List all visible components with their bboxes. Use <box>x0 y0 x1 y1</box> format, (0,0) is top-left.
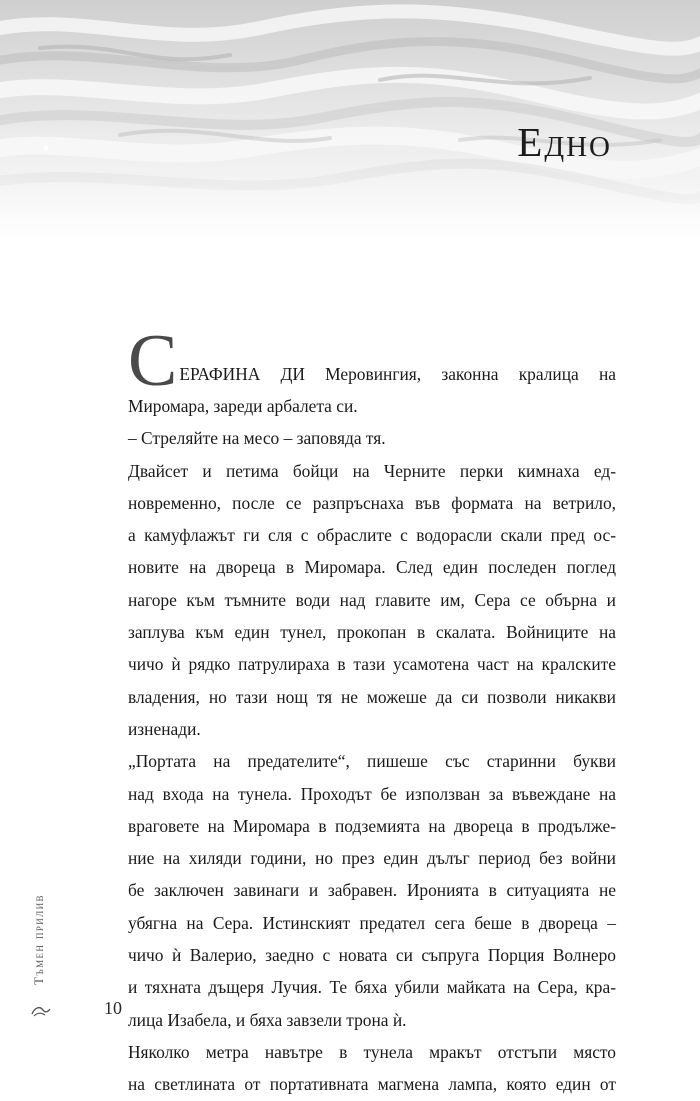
text-line: чичо ѝ рядко патрулираха в тази усамотена част на кралските <box>128 654 616 675</box>
text-line: Двайсет и петима бойци на Черните перки кимнаха ед- <box>128 460 616 481</box>
text-line: и тяхната дъщеря Лучия. Те бяха убили майката на Сера, кра- <box>128 977 616 998</box>
first-line <box>128 320 616 402</box>
text-line: на светлината от портативната магмена лампа, която един от <box>128 1074 616 1095</box>
text-line: Миромара, зареди арбалета си. <box>128 396 358 416</box>
wave-ornament-icon <box>30 1003 52 1019</box>
text-line: ние на хиляди години, но през един дълъг период без войни <box>128 848 616 869</box>
text-line: владения, но тази нощ тя не можеше да си позволи никакви <box>128 686 616 707</box>
text-line: „Портата на предателите“, пишеше със старинни букви <box>128 751 616 772</box>
text-line: над входа на тунела. Проходът бе използван за въвеждане на <box>128 783 616 804</box>
text-line: заплува към един тунел, прокопан в скалата. Войниците на <box>128 622 616 643</box>
page-number: 10 <box>104 998 122 1018</box>
chapter-title: Едно <box>517 119 612 165</box>
text-line: чичо ѝ Валерио, заедно с новата си съпруга Порция Волнеро <box>128 945 616 966</box>
text-line: лица Изабела, и бяха завзели трона ѝ. <box>128 1009 407 1030</box>
text-line: бе заключен завинаги и забравен. Иронията в ситуацията не <box>128 880 616 901</box>
first-line-text: ЕРАФИНА ДИ Меровингия, законна кралица на <box>179 363 616 384</box>
text-line: убягна на Сера. Истинският предател сега беше в двореца – <box>128 912 616 933</box>
text-line: нагоре към тъмните води над главите им, Сера се обърна и <box>128 589 616 610</box>
text-line: враговете на Миромара в подземията на двореца в продълже- <box>128 815 616 836</box>
text-line: новременно, после се разпръснаха във формата на ветрило, <box>128 492 616 513</box>
text-line: изненади. <box>128 718 201 739</box>
running-head-book-title: Тъмен прилив <box>31 894 46 985</box>
text-line: – Стреляйте на месо – заповяда тя. <box>128 428 386 449</box>
text-line: Няколко метра навътре в тунела мракът отстъпи място <box>128 1041 616 1062</box>
drop-cap-letter: С <box>128 320 178 402</box>
text-line: новите на двореца в Миромара. След един последен поглед <box>128 557 616 578</box>
text-line: а камуфлажът ги сля с обраслите с водорасли скали пред ос- <box>128 525 616 546</box>
chapter-body-text <box>128 320 616 1101</box>
body-lines <box>128 390 616 1101</box>
